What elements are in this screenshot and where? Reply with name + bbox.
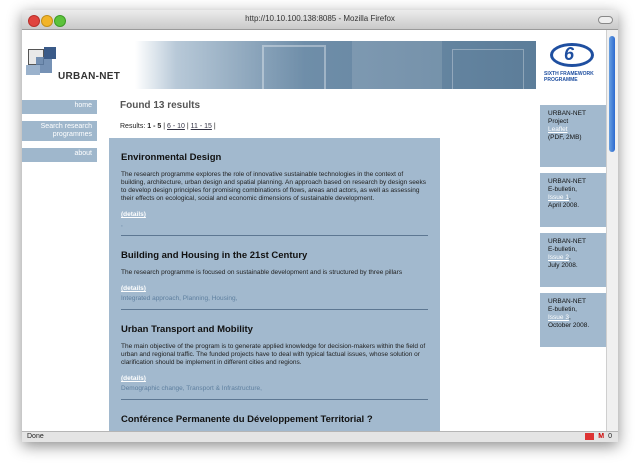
issue-3-link[interactable]: Issue 3 (548, 314, 569, 321)
result-title[interactable]: Environmental Design (121, 152, 222, 163)
nav-search-programmes[interactable]: Search research programmes (22, 121, 97, 141)
result-tags: Integrated approach, Planning, Housing, (121, 295, 238, 302)
results-count-heading: Found 13 results (120, 100, 201, 111)
status-bar (22, 431, 618, 442)
banner-decoration (452, 49, 524, 89)
page-content (22, 30, 606, 431)
gmail-icon[interactable]: M (598, 433, 605, 440)
result-tags: Demographic change, Transport & Infrastructure, (121, 385, 262, 392)
result-title[interactable]: Building and Housing in the 21st Century (121, 250, 308, 261)
sidebar-box-issue-1: URBAN-NET E-bulletin, Issue 1, April 2008. (540, 173, 606, 227)
gmail-count: 0 (608, 433, 612, 440)
result-item (121, 400, 428, 431)
browser-window (22, 10, 618, 442)
addon-icon[interactable] (585, 433, 594, 440)
scrollbar-thumb[interactable] (609, 36, 615, 152)
issue-1-link[interactable]: Issue 1 (548, 194, 569, 201)
nav-home[interactable]: home (22, 100, 97, 114)
title-bar (22, 10, 618, 30)
banner-decoration (352, 41, 442, 89)
header-banner (22, 41, 536, 89)
logo-text: URBAN-NET (58, 71, 121, 82)
page-link-6-10[interactable]: 6 - 10 (167, 123, 185, 130)
result-details-link[interactable]: (details) (121, 375, 146, 382)
result-item (121, 310, 428, 400)
result-description: The main objective of the program is to generate applied knowledge for decision-makers within the field of urban and regional traffic. The funded projects have to deal with typical factual issues, whose solution or clarification should be implement in different cities and regions. (121, 343, 426, 366)
urban-net-logo[interactable] (24, 45, 62, 83)
toolbar-toggle-button[interactable] (598, 16, 613, 24)
current-page: 1 - 5 (147, 123, 162, 130)
result-item (121, 236, 428, 310)
banner-decoration (262, 45, 326, 89)
status-text: Done (27, 433, 44, 440)
result-item (121, 138, 428, 236)
result-details-link[interactable]: (details) (121, 211, 146, 218)
results-pager: Results: 1 - 5 | 6 - 10 | 11 - 15 | (120, 123, 216, 130)
result-description: The research programme is focused on sustainable development and is structured by three pillars (121, 269, 403, 276)
fp-logo-text: SIXTH FRAMEWORK PROGRAMME (544, 71, 594, 83)
result-description: The research programme explores the role of innovative sustainable technologies in the context of building, architecture, urban design and spatial planning. An approach based on research by design seeks to develop design principles for promising combinations of flows, areas and actors, as well as assessing their effects on ecological, social and economic dimensions of sustainable development. (121, 171, 426, 202)
sidebar-box-issue-3: URBAN-NET E-bulletin, Issue 3, October 2008. (540, 293, 606, 347)
result-tags: , (121, 221, 123, 228)
results-list (109, 138, 440, 431)
issue-2-link[interactable]: Issue 2 (548, 254, 569, 261)
result-title[interactable]: Urban Transport and Mobility (121, 324, 253, 335)
sidebar-box-issue-2: URBAN-NET E-bulletin, Issue 2, July 2008. (540, 233, 606, 287)
result-details-link[interactable]: (details) (121, 285, 146, 292)
sidebar-box-leaflet: URBAN-NET Project Leaflet (PDF, 2MB) (540, 105, 606, 167)
window-title: http://10.10.100.138:8085 - Mozilla Firefox (245, 14, 395, 23)
result-title[interactable]: Conférence Permanente du Développement Territorial ? (121, 414, 373, 425)
vertical-scrollbar[interactable] (606, 30, 618, 431)
sixth-framework-logo: 6 SIXTH FRAMEWORK PROGRAMME (538, 41, 606, 89)
page-link-11-15[interactable]: 11 - 15 (190, 123, 212, 130)
leaflet-link[interactable]: Leaflet (548, 126, 568, 133)
nav-about[interactable]: about (22, 148, 97, 162)
